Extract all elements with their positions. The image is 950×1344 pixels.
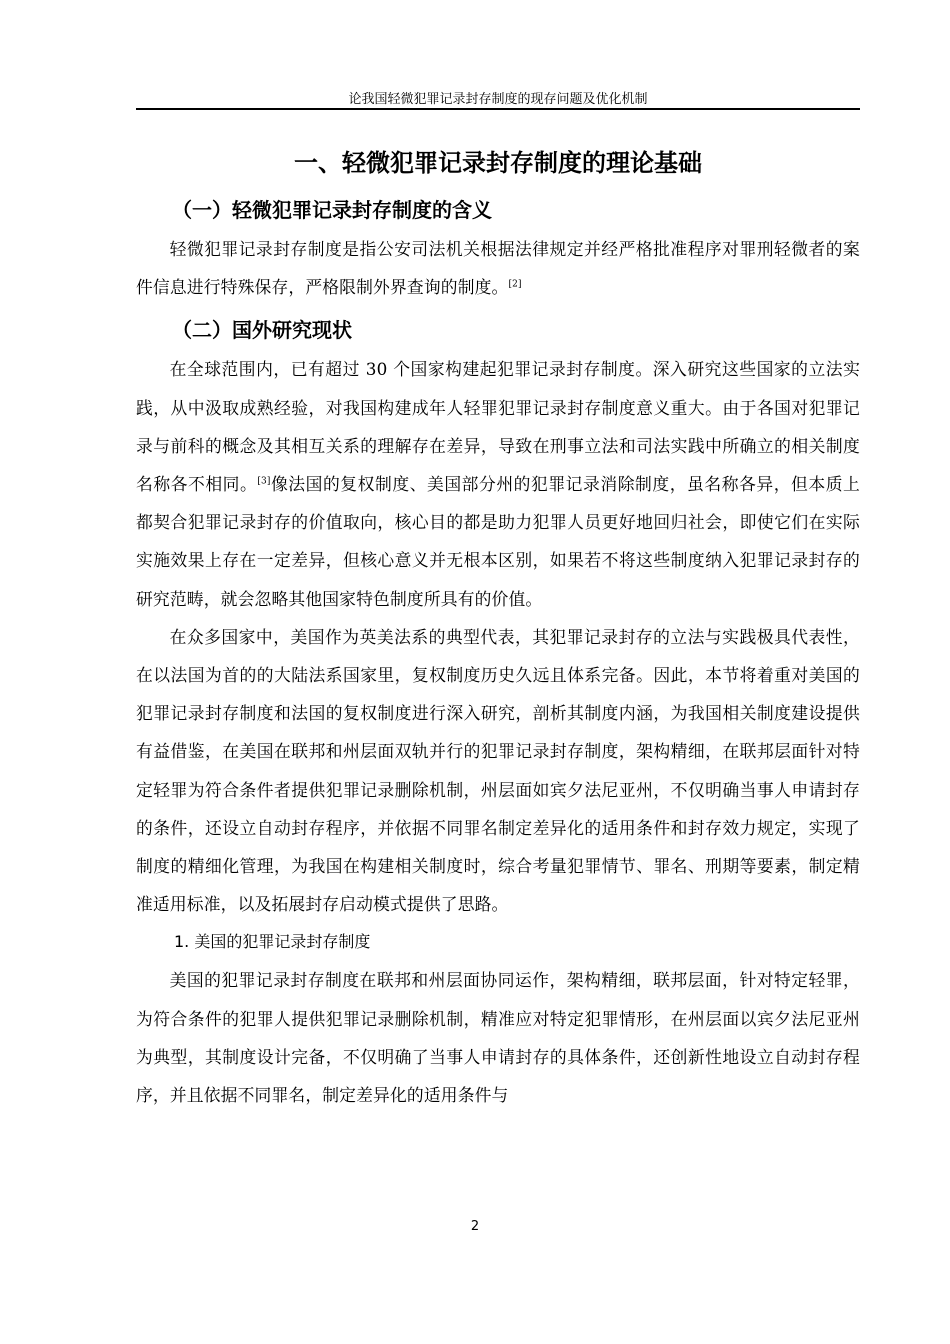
paragraph-us-system: 美国的犯罪记录封存制度在联邦和州层面协同运作，架构精细，联邦层面，针对特定轻罪，为符合条件的犯罪人提供犯罪记录删除机制，精准应对特定犯罪情形，在州层面以宾夕法尼亚州为典型，其制度设计完备，不仅明确了当事人申请封存的具体条件，还创新性地设立自动封存程序，并且依据不同罪名，制定差异化的适用条件与 — [136, 970, 860, 1106]
paragraph-text: 在全球范围内，已有超过 30 个国家构建起犯罪记录封存制度。深入研究这些国家的立法实践，从中汲取成熟经验，对我国构建成年人轻罪犯罪记录封存制度意义重大。由于各国对犯罪记录与前科的概念及其相互关系的理解存在差异，导致在刑事立法和司法实践中所确立的相关制度名称各不相同。 — [136, 359, 860, 495]
citation-ref[interactable]: [3] — [257, 476, 271, 487]
page-body — [136, 146, 860, 1114]
citation-ref[interactable]: [2] — [508, 279, 522, 290]
subsection-title-1: （一）轻微犯罪记录封存制度的含义 — [172, 198, 492, 222]
header-rule — [136, 108, 860, 110]
paragraph-text: 轻微犯罪记录封存制度是指公安司法机关根据法律规定并经严格批准程序对罪刑轻微者的案件信息进行特殊保存，严格限制外界查询的制度。 — [136, 239, 860, 298]
page-number: 2 — [470, 1219, 480, 1234]
paragraph-definition — [136, 230, 860, 306]
running-header: 论我国轻微犯罪记录封存制度的现存问题及优化机制 — [348, 92, 648, 107]
item-title-1: 1. 美国的犯罪记录封存制度 — [174, 932, 371, 952]
section-title: 一、轻微犯罪记录封存制度的理论基础 — [294, 149, 702, 177]
paragraph-text: 像法国的复权制度、美国部分州的犯罪记录消除制度，虽名称各异，但本质上都契合犯罪记录封存的价值取向，核心目的都是助力犯罪人员更好地回归社会，即使它们在实际实施效果上存在一定差异，但核心意义并无根本区别，如果若不将这些制度纳入犯罪记录封存的研究范畴，就会忽略其他国家特色制度所具有的价值。 — [136, 474, 860, 609]
paragraph-overview — [136, 350, 860, 617]
subsection-title-2: （二）国外研究现状 — [172, 318, 352, 343]
paragraph-us-france: 在众多国家中，美国作为英美法系的典型代表，其犯罪记录封存的立法与实践极具代表性，在以法国为首的的大陆法系国家里，复权制度历史久远且体系完备。因此，本节将着重对美国的犯罪记录封存制度和法国的复权制度进行深入研究，剖析其制度内涵，为我国相关制度建设提供有益借鉴，在美国在联邦和州层面双轨并行的犯罪记录封存制度，架构精细，在联邦层面针对特定轻罪为符合条件者提供犯罪记录删除机制，州层面如宾夕法尼亚州，不仅明确当事人申请封存的条件，还设立自动封存程序，并依据不同罪名制定差异化的适用条件和封存效力规定，实现了制度的精细化管理，为我国在构建相关制度时，综合考量犯罪情节、罪名、刑期等要素，制定精准适用标准，以及拓展封存启动模式提供了思路。 — [136, 626, 860, 915]
